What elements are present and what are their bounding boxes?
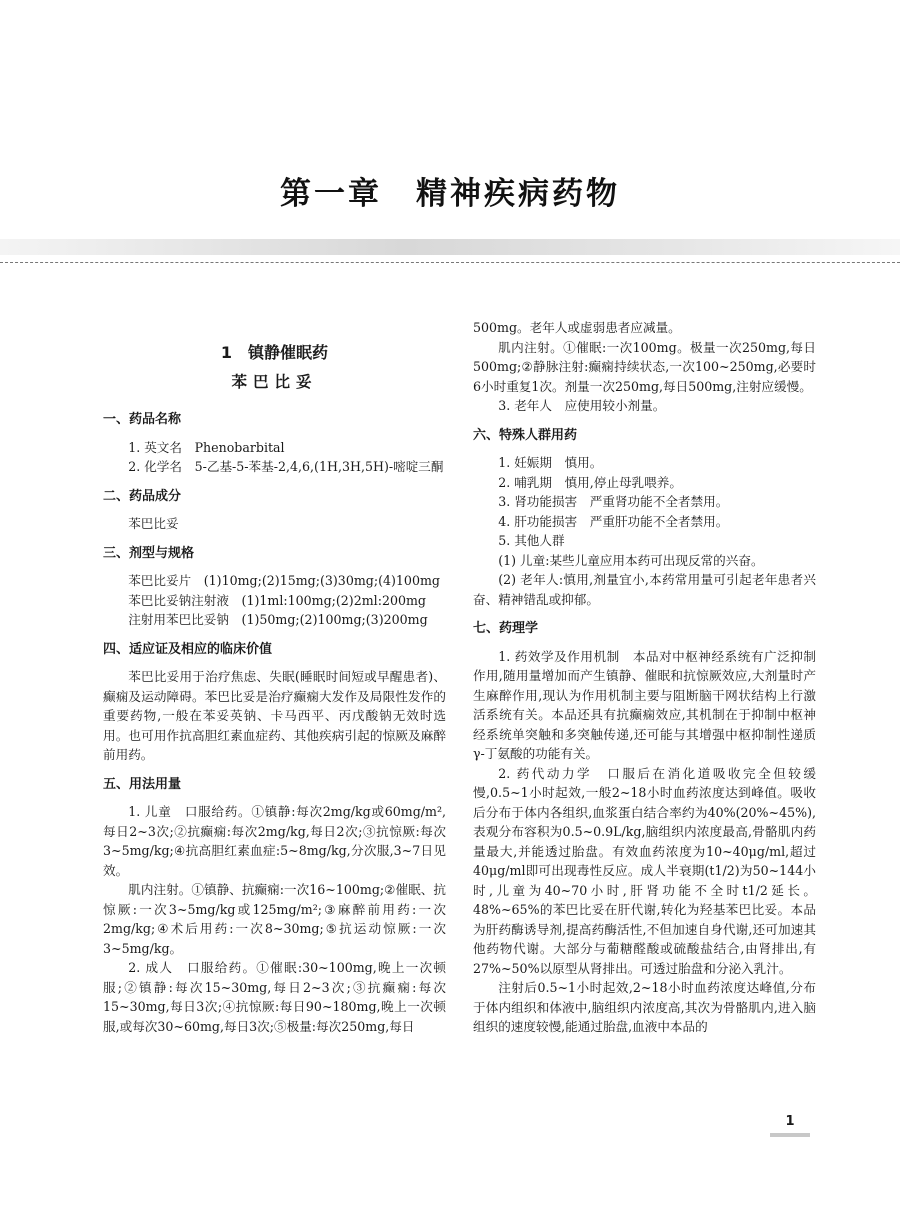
chapter-title: 第一章 精神疾病药物 <box>280 176 620 212</box>
drug-name: 苯巴比妥 <box>231 372 318 391</box>
section-heading: 三、剂型与规格 <box>103 545 195 561</box>
body-paragraph: 4. 肝功能损害 严重肝功能不全者禁用。 <box>498 513 729 529</box>
body-paragraph: 苯巴比妥用于治疗焦虑、失眠(睡眠时间短或早醒患者)、癫痫及运动障碍。苯巴比妥是治疗癫痫大发作及局限性发作的重要药物,一般在苯妥英钠、卡马西平、丙戊酸钠无效时选用。也可用作抗高胆红素血症药、其他疾病引起的惊厥及麻醉前用药。 <box>103 669 446 762</box>
body-paragraph: 2. 化学名 5-乙基-5-苯基-2,4,6,(1H,3H,5H)-嘧啶三酮 <box>128 459 444 474</box>
body-paragraph: (2) 老年人:慎用,剂量宜小,本药常用量可引起老年患者兴奋、精神错乱或抑郁。 <box>473 572 816 607</box>
body-paragraph: 3. 老年人 应使用较小剂量。 <box>498 398 666 413</box>
page-number: 1 <box>785 1114 795 1129</box>
body-paragraph: 2. 药代动力学 口服后在消化道吸收完全但较缓慢,0.5~1小时起效,一般2~18小时血药浓度达到峰值。吸收后分布于体内各组织,血浆蛋白结合率约为40%(20%~45%),表观分布容积为0.5~0.9L/kg,脑组织内浓度最高,骨骼肌内药量最大,并能透过胎盘。有效血药浓度为10~40μg/ml,超过40μg/ml即可出现毒性反应。成人半衰期(t1/2)为50~144小时,儿童为40~70小时,肝肾功能不全时t1/2延长。48%~65%的苯巴比妥在肝代谢,转化为羟基苯巴比妥。本品为肝药酶诱导剂,提高药酶活性,不但加速自身代谢,还可加速其他药物代谢。大部分与葡糖醛酸或硫酸盐结合,由肾排出,有27%~50%以原型从肾排出。可透过胎盘和分泌入乳汁。 <box>473 765 816 976</box>
body-paragraph: 苯巴比妥片 (1)10mg;(2)15mg;(3)30mg;(4)100mg <box>128 573 440 588</box>
body-paragraph: 苯巴比妥钠注射液 (1)1ml:100mg;(2)2ml:200mg <box>128 592 426 608</box>
left-column <box>103 318 446 1036</box>
page-number-bar <box>770 1133 810 1137</box>
section-heading: 二、药品成分 <box>103 488 182 504</box>
section-title: 1 镇静催眠药 <box>220 343 329 362</box>
body-paragraph: 3. 肾功能损害 严重肾功能不全者禁用。 <box>498 494 729 509</box>
section-heading: 一、药品名称 <box>103 412 182 427</box>
body-paragraph: 2. 哺乳期 慎用,停止母乳喂养。 <box>498 474 682 490</box>
right-column-body <box>473 318 816 1037</box>
body-paragraph: 1. 药效学及作用机制 本品对中枢神经系统有广泛抑制作用,随用量增加而产生镇静、催眠和抗惊厥效应,大剂量时产生麻醉作用,现认为作用机制主要与阻断脑干网状结构上行激活系统有关。本品还具有抗癫痫效应,其机制在于抑制中枢神经系统单突触和多突触传递,还可能与其增强中枢抑制性递质γ-丁氨酸的功能有关。 <box>473 648 816 761</box>
body-paragraph: 1. 妊娠期 慎用。 <box>498 455 603 470</box>
body-paragraph: 苯巴比妥 <box>128 516 179 531</box>
body-paragraph: (1) 儿童:某些儿童应用本药可出现反常的兴奋。 <box>498 552 764 568</box>
section-heading: 五、用法用量 <box>103 776 182 792</box>
body-paragraph: 1. 英文名 Phenobarbital <box>128 439 285 455</box>
section-heading: 七、药理学 <box>473 621 539 636</box>
body-paragraph: 1. 儿童 口服给药。①镇静:每次2mg/kg或60mg/m², 每日2~3次;②抗癫痫:每次2mg/kg,每日2次;③抗惊厥:每次3~5mg/kg;④抗高胆红素血症:5~8mg/kg,分次服,3~7日见效。 <box>103 804 446 878</box>
body-paragraph: 2. 成人 口服给药。①催眠:30~100mg,晚上一次顿服;②镇静:每次15~30mg,每日2~3次;③抗癫痫:每次15~30mg,每日3次;④抗惊厥:每日90~180mg,晚上一次顿服,或每次30~60mg,每日3次;⑤极量:每次250mg,每日 <box>103 960 446 1034</box>
header-band <box>0 239 900 255</box>
left-column-body <box>103 410 446 1036</box>
body-paragraph: 500mg。老年人或虚弱患者应减量。 <box>473 320 681 335</box>
section-heading: 六、特殊人群用药 <box>473 427 578 443</box>
section-heading: 四、适应证及相应的临床价值 <box>103 641 273 657</box>
body-paragraph: 注射后0.5~1小时起效,2~18小时血药浓度达峰值,分布于体内组织和体液中,脑组织内浓度高,其次为骨骼肌内,进入脑组织的速度较慢,能通过胎盘,血液中本品的 <box>473 980 816 1034</box>
body-paragraph: 5. 其他人群 <box>498 533 565 548</box>
body-paragraph: 注射用苯巴比妥钠 (1)50mg;(2)100mg;(3)200mg <box>128 612 428 627</box>
right-column <box>473 318 816 1037</box>
header-dashed-rule <box>0 262 900 263</box>
body-paragraph: 肌内注射。①镇静、抗癫痫:一次16~100mg;②催眠、抗惊厥:一次3~5mg/kg或125mg/m²;③麻醉前用药:一次2mg/kg;④术后用药:一次8~30mg;⑤抗运动惊厥:一次3~5mg/kg。 <box>103 882 446 956</box>
body-paragraph: 肌内注射。①催眠:一次100mg。极量一次250mg,每日500mg;②静脉注射:癫痫持续状态,一次100~250mg,必要时6小时重复1次。剂量一次250mg,每日500mg,注射应缓慢。 <box>473 339 816 394</box>
